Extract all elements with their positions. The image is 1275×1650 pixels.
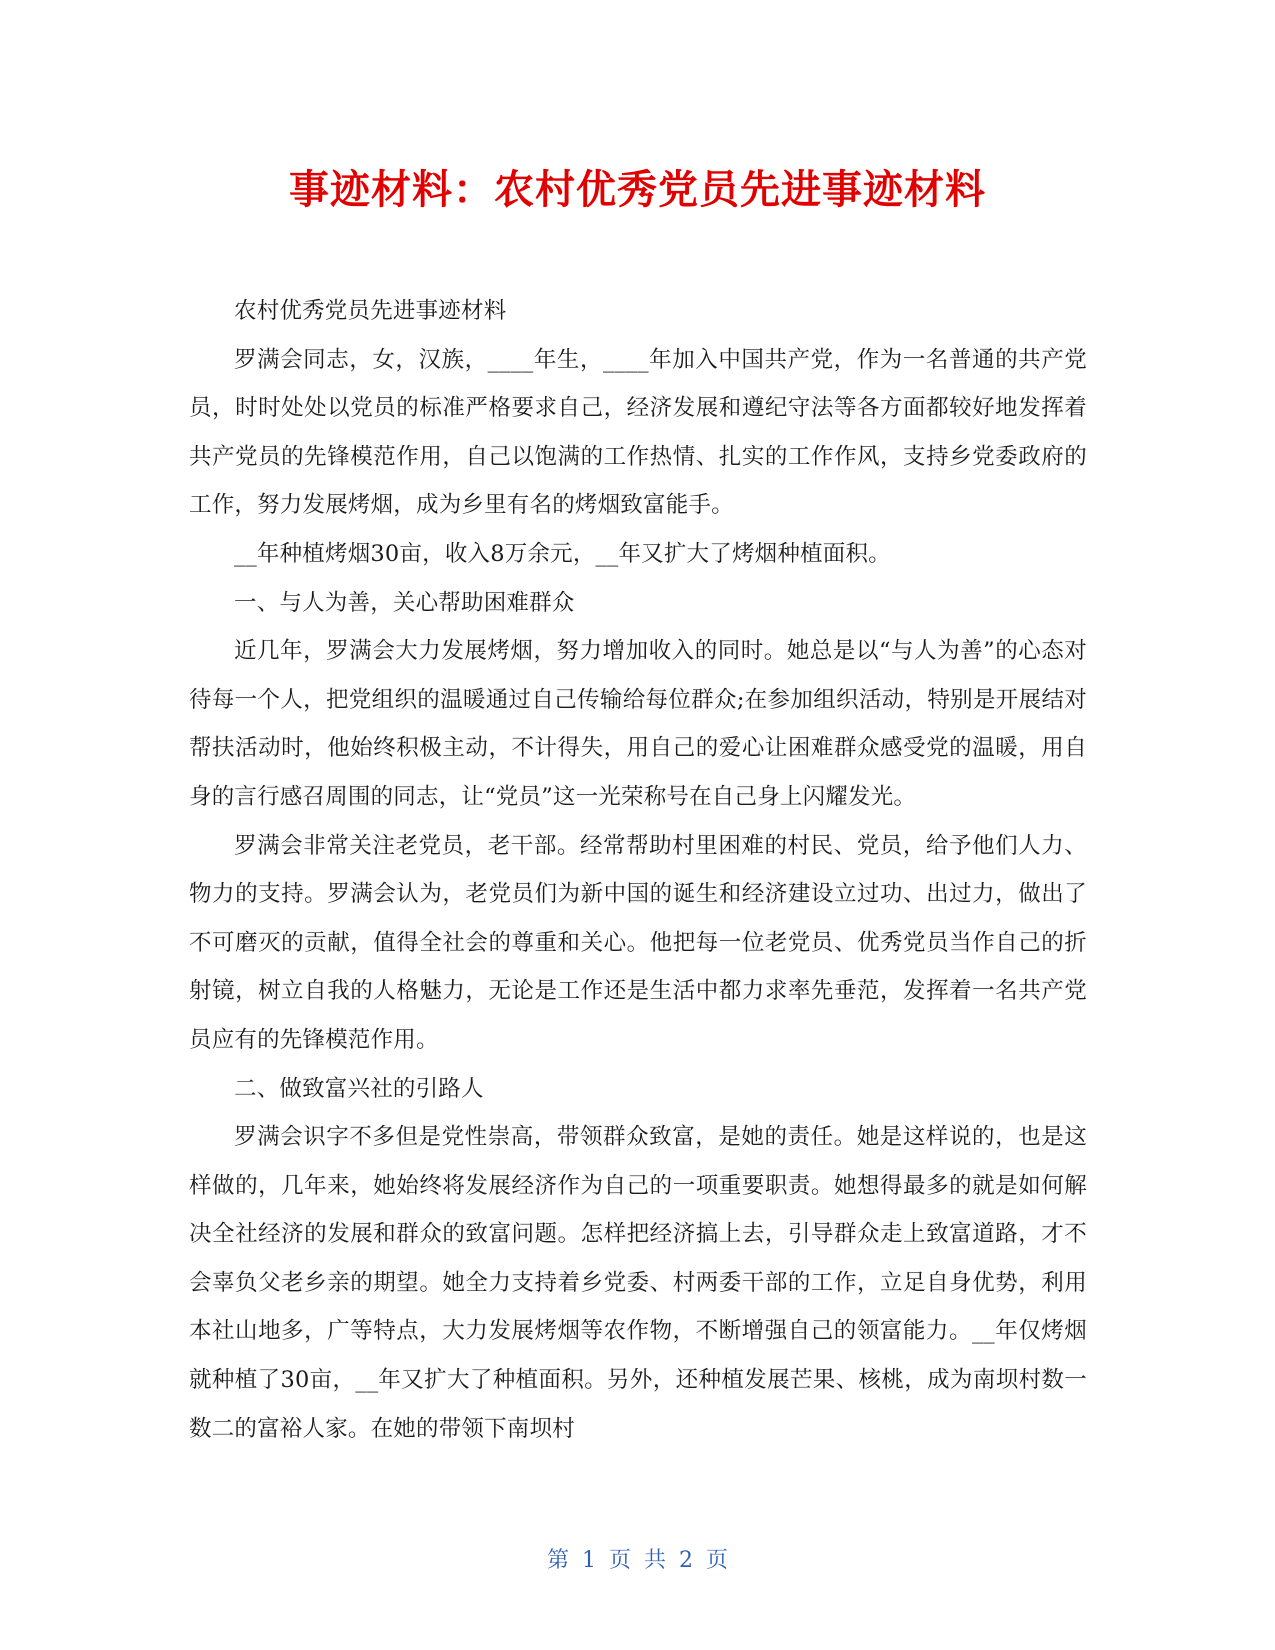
section-heading-1: 一、与人为善，关心帮助困难群众	[234, 589, 575, 616]
paragraph-section-1b: 罗满会非常关注老党员，老干部。经常帮助村里困难的村民、党员，给予他们人力、物力的支持。罗满会认为，老党员们为新中国的诞生和经济建设立过功、出过力，做出了不可磨灭的贡献，值得全社会的尊重和关心。他把每一位老党员、优秀党员当作自己的折射镜，树立自我的人格魅力，无论是工作还是生活中都力求率先垂范，发挥着一名共产党员应有的先锋模范作用。	[189, 832, 1087, 1053]
document-body	[189, 287, 1087, 1453]
paragraph-subtitle: 农村优秀党员先进事迹材料	[234, 298, 507, 324]
paragraph-intro: 罗满会同志，女，汉族，____年生，____年加入中国共产党，作为一名普通的共产党员，时时处处以党员的标准严格要求自己，经济发展和遵纪守法等各方面都较好地发挥着共产党员的先锋模范作用，自己以饱满的工作热情、扎实的工作作风，支持乡党委政府的工作，努力发展烤烟，成为乡里有名的烤烟致富能手。	[189, 346, 1087, 519]
paragraph-section-2a: 罗满会识字不多但是党性崇高，带领群众致富，是她的责任。她是这样说的，也是这样做的，几年来，她始终将发展经济作为自己的一项重要职责。她想得最多的就是如何解决全社经济的发展和群众的致富问题。怎样把经济搞上去，引导群众走上致富道路，才不会辜负父老乡亲的期望。她全力支持着乡党委、村两委干部的工作，立足自身优势，利用本社山地多，广等特点，大力发展烤烟等农作物，不断增强自己的领富能力。__年仅烤烟就种植了30亩，__年又扩大了种植面积。另外，还种植发展芒果、核桃，成为南坝村数一数二的富裕人家。在她的带领下南坝村	[189, 1124, 1087, 1442]
page-number-footer: 第 1 页 共 2 页	[547, 1548, 728, 1573]
paragraph-planting: __年种植烤烟30亩，收入8万余元，__年又扩大了烤烟种植面积。	[234, 540, 891, 567]
section-heading-2: 二、做致富兴社的引路人	[234, 1075, 484, 1102]
paragraph-section-1a: 近几年，罗满会大力发展烤烟，努力增加收入的同时。她总是以“与人为善”的心态对待每一个人，把党组织的温暖通过自己传输给每位群众;在参加组织活动，特别是开展结对帮扶活动时，他始终积极主动，不计得失，用自己的爱心让困难群众感受党的温暖，用自身的言行感召周围的同志，让“党员”这一光荣称号在自己身上闪耀发光。	[189, 638, 1087, 810]
document-title: 事迹材料：农村优秀党员先进事迹材料	[289, 167, 986, 213]
